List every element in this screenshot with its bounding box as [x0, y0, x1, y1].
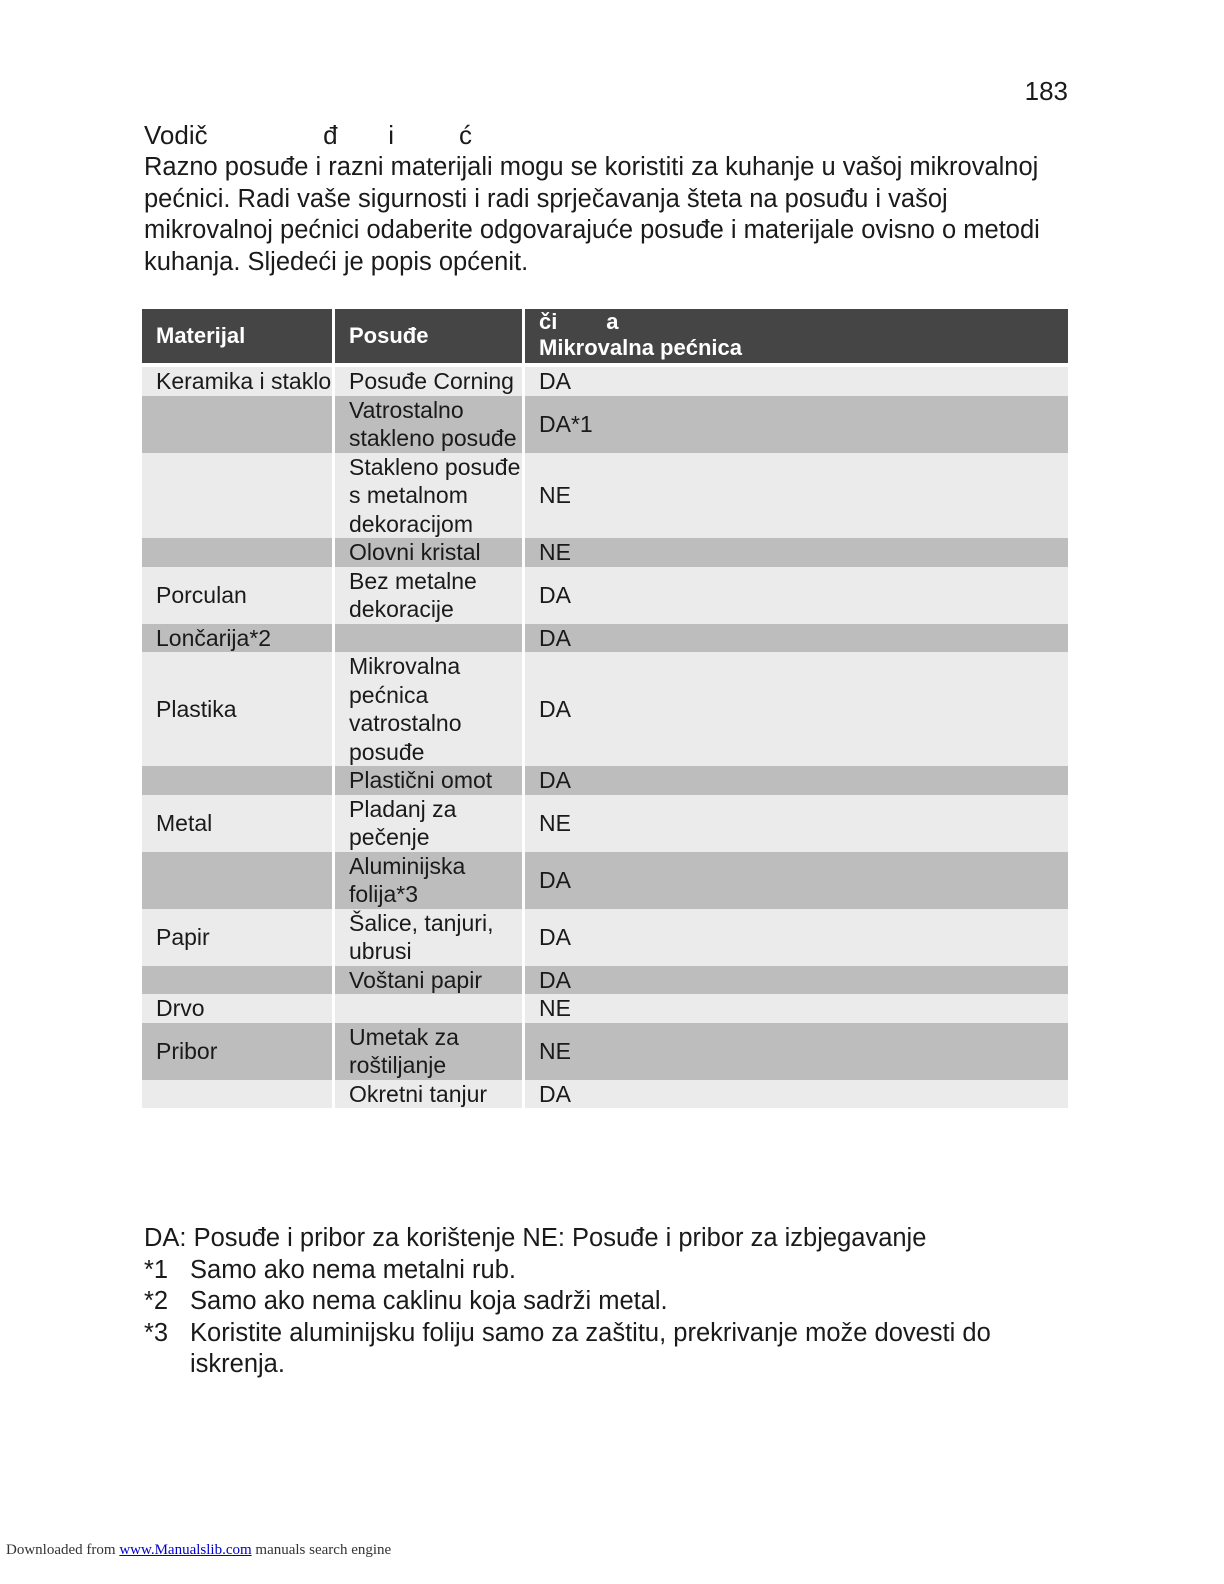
- cell-value: DA: [522, 367, 1068, 396]
- table-row: [142, 567, 1068, 624]
- manualslib-link[interactable]: www.Manualslib.com: [119, 1542, 252, 1558]
- cookware-table: [142, 309, 1068, 1108]
- cell-value: DA: [522, 652, 1068, 766]
- cell-material: [142, 1080, 332, 1109]
- cell-material: Drvo: [142, 994, 332, 1023]
- footnote-3: [144, 1318, 1074, 1381]
- cell-material: Pribor: [142, 1023, 332, 1080]
- footer-suffix: manuals search engine: [255, 1542, 392, 1558]
- cell-dish: Umetak za roštiljanje: [332, 1023, 522, 1080]
- header-method-top: či a: [539, 309, 619, 334]
- cell-dish: Vatrostalno stakleno posuđe: [332, 396, 522, 453]
- table-header-row: [142, 309, 1068, 367]
- table-row: [142, 1023, 1068, 1080]
- table-row: [142, 1080, 1068, 1109]
- cell-material: [142, 852, 332, 909]
- cell-value: NE: [522, 1023, 1068, 1080]
- header-dish: Posuđe: [332, 309, 522, 367]
- intro-line: mikrovalnoj pećnici odaberite odgovarajuće posuđe i materijale ovisno o metodi: [144, 216, 1040, 244]
- cell-material: Papir: [142, 909, 332, 966]
- table-row: [142, 766, 1068, 795]
- cell-material: Metal: [142, 795, 332, 852]
- download-footer: [6, 1542, 391, 1559]
- intro-paragraph: [144, 152, 1064, 278]
- footnote-text: Koristite aluminijsku foliju samo za zaštitu, prekrivanje može dovesti do iskrenja.: [190, 1318, 991, 1378]
- cell-dish: Šalice, tanjuri, ubrusi: [332, 909, 522, 966]
- table-row: [142, 852, 1068, 909]
- cell-dish: Bez metalne dekoracije: [332, 567, 522, 624]
- table-row: [142, 396, 1068, 453]
- cell-value: DA: [522, 909, 1068, 966]
- cell-value: NE: [522, 453, 1068, 539]
- table-row: [142, 795, 1068, 852]
- section-title: Vodič đ i ć: [144, 120, 472, 150]
- cell-value: DA: [522, 567, 1068, 624]
- cell-value: DA: [522, 624, 1068, 653]
- cell-material: [142, 453, 332, 539]
- cell-value: DA: [522, 852, 1068, 909]
- table-row: [142, 652, 1068, 766]
- footnote-1: [144, 1255, 1074, 1287]
- cell-material: Plastika: [142, 652, 332, 766]
- table-row: [142, 994, 1068, 1023]
- legend-main: DA: Posuđe i pribor za korištenje NE: Posuđe i pribor za izbjegavanje: [144, 1224, 927, 1252]
- table-row: [142, 367, 1068, 396]
- cell-value: NE: [522, 538, 1068, 567]
- footnote-text: Samo ako nema metalni rub.: [190, 1255, 516, 1284]
- cell-material: [142, 396, 332, 453]
- table-row: [142, 538, 1068, 567]
- footer-prefix: Downloaded from: [6, 1542, 116, 1558]
- cell-value: NE: [522, 994, 1068, 1023]
- page-number: 183: [1024, 76, 1068, 106]
- cell-material: [142, 766, 332, 795]
- table-row: [142, 966, 1068, 995]
- cell-dish: Aluminijska folija*3: [332, 852, 522, 909]
- header-method: [522, 309, 1068, 367]
- cell-dish: Plastični omot: [332, 766, 522, 795]
- cell-value: DA: [522, 1080, 1068, 1109]
- cell-dish: [332, 624, 522, 653]
- cell-material: Porculan: [142, 567, 332, 624]
- cell-dish: [332, 994, 522, 1023]
- cell-material: Keramika i staklo: [142, 367, 332, 396]
- header-method-label: Mikrovalna pećnica: [539, 335, 742, 360]
- footnote-text: Samo ako nema caklinu koja sadrži metal.: [190, 1287, 668, 1315]
- cell-dish: Posuđe Corning: [332, 367, 522, 396]
- footnote-key: *3: [144, 1318, 169, 1347]
- cell-material: [142, 966, 332, 995]
- cell-dish: Voštani papir: [332, 966, 522, 995]
- intro-line: kuhanja. Sljedeći je popis općenit.: [144, 247, 529, 276]
- footnote-key: *1: [144, 1255, 169, 1284]
- cell-value: DA: [522, 766, 1068, 795]
- cell-dish: Stakleno posuđe s metalnom dekoracijom: [332, 453, 522, 539]
- cell-dish: Pladanj za pečenje: [332, 795, 522, 852]
- cell-dish: Okretni tanjur: [332, 1080, 522, 1109]
- header-material: Materijal: [142, 309, 332, 367]
- legend: [144, 1223, 1074, 1381]
- table-row: [142, 909, 1068, 966]
- footnote-2: [144, 1286, 1074, 1318]
- intro-line: pećnici. Radi vaše sigurnosti i radi sprječavanja šteta na posuđu i vašoj: [144, 184, 948, 213]
- cell-value: DA: [522, 966, 1068, 995]
- cell-dish: Mikrovalna pećnica vatrostalno posuđe: [332, 652, 522, 766]
- cell-material: [142, 538, 332, 567]
- intro-line: Razno posuđe i razni materijali mogu se koristiti za kuhanje u vašoj mikrovalnoj: [144, 153, 1039, 181]
- cell-value: NE: [522, 795, 1068, 852]
- cell-value: DA*1: [522, 396, 1068, 453]
- footnote-key: *2: [144, 1287, 169, 1315]
- cell-dish: Olovni kristal: [332, 538, 522, 567]
- table-row: [142, 624, 1068, 653]
- table-row: [142, 453, 1068, 539]
- cell-material: Lončarija*2: [142, 624, 332, 653]
